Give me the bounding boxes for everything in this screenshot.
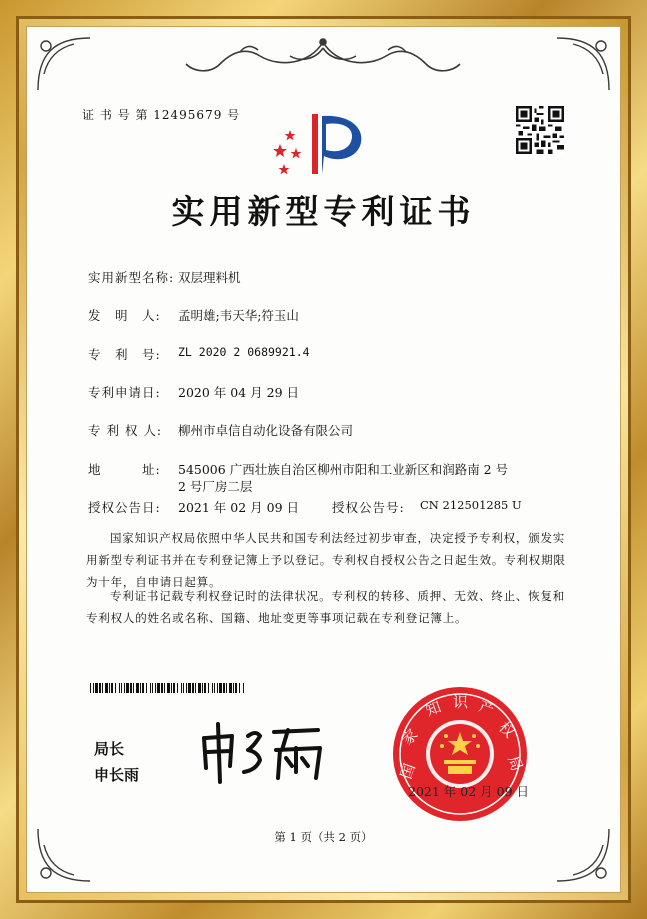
top-ornament bbox=[180, 34, 467, 84]
svg-text:权: 权 bbox=[495, 718, 519, 742]
official-seal bbox=[390, 684, 530, 824]
qr-code bbox=[516, 106, 564, 154]
filing-date-label: 专利申请日: bbox=[88, 385, 161, 400]
grant-number-label: 授权公告号: bbox=[332, 500, 405, 515]
cnipa-logo-icon bbox=[272, 108, 370, 178]
svg-text:国: 国 bbox=[396, 761, 419, 782]
patent-number-label: 专 利 号: bbox=[88, 347, 161, 362]
address-label: 地 址: bbox=[88, 462, 161, 477]
corner-ornament-top-left bbox=[34, 34, 94, 94]
handwritten-signature bbox=[196, 716, 336, 786]
address-line-2: 2 号厂房二层 bbox=[178, 479, 253, 494]
svg-text:家: 家 bbox=[398, 725, 422, 749]
seal-date: 2021 年 02 月 09 日 bbox=[408, 784, 529, 799]
svg-text:局: 局 bbox=[504, 753, 527, 774]
corner-ornament-top-right bbox=[553, 34, 613, 94]
svg-text:识: 识 bbox=[453, 693, 469, 711]
barcode bbox=[90, 683, 245, 693]
grant-date-value: 2021 年 02 月 09 日 bbox=[178, 500, 299, 515]
svg-text:产: 产 bbox=[476, 696, 497, 719]
body-paragraph-2: 专利证书记载专利权登记时的法律状况。专利权的转移、质押、无效、终止、恢复和专利权人的姓名或名称、国籍、地址变更等事项记载在专利登记簿上。 bbox=[86, 589, 566, 625]
utility-model-name-value: 双层理料机 bbox=[178, 270, 241, 285]
body-paragraph-1: 国家知识产权局依照中华人民共和国专利法经过初步审查，决定授予专利权，颁发实用新型专利证书并在专利登记簿上予以登记。专利权自授权公告之日起生效。专利权期限为十年，自申请日起算。 bbox=[86, 531, 566, 589]
filing-date-value: 2020 年 04 月 29 日 bbox=[178, 385, 299, 400]
patentee-label: 专 利 权 人: bbox=[88, 423, 163, 438]
director-title: 局长 bbox=[94, 740, 125, 758]
utility-model-name-label: 实用新型名称: bbox=[88, 270, 175, 285]
certificate-title: 实用新型专利证书 bbox=[171, 192, 476, 231]
address-line-1: 545006 广西壮族自治区柳州市阳和工业新区和润路南 2 号 bbox=[178, 462, 509, 477]
patent-number-value: ZL 2020 2 0689921.4 bbox=[178, 345, 310, 359]
grant-number-value: CN 212501285 U bbox=[420, 498, 522, 512]
inventor-label: 发 明 人: bbox=[88, 308, 161, 323]
certificate-number: 证 书 号 第 12495679 号 bbox=[82, 108, 241, 122]
grant-date-label: 授权公告日: bbox=[88, 500, 161, 515]
svg-text:知: 知 bbox=[423, 697, 444, 720]
page-number: 第 1 页（共 2 页） bbox=[274, 830, 373, 844]
inventor-value: 孟明雄;韦天华;符玉山 bbox=[178, 308, 299, 323]
patentee-value: 柳州市卓信自动化设备有限公司 bbox=[178, 423, 354, 438]
director-name: 申长雨 bbox=[94, 766, 140, 784]
